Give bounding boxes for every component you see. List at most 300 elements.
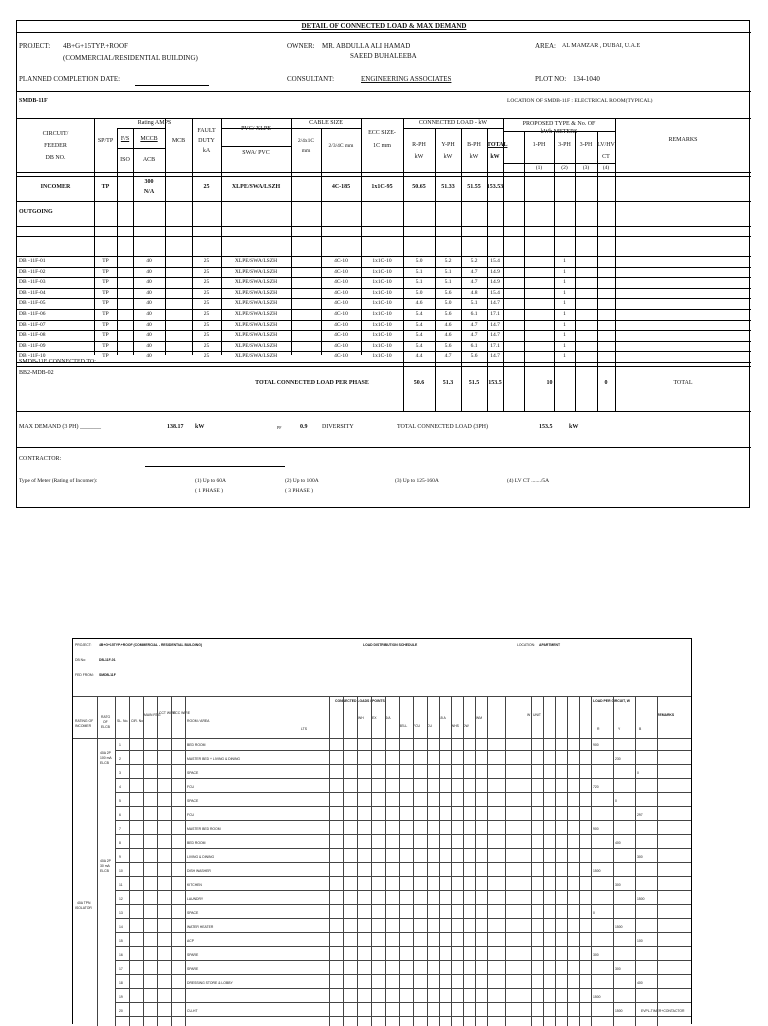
s2-sl: SL. No. <box>117 719 129 723</box>
hdr-remarks: REMARKS <box>668 137 698 143</box>
grid-line <box>657 696 658 1026</box>
row-cell-b: 4.7 <box>470 268 478 275</box>
row-cell-tp: TP <box>102 311 109 317</box>
row-cell-fault: 25 <box>203 279 210 286</box>
incomer-cable: XLPE/SWA/LSZH <box>231 184 281 190</box>
circuit-load: 300 <box>615 967 621 971</box>
row-cell-m: 1 <box>563 279 566 286</box>
s2-phase-b: B <box>639 727 642 731</box>
row-cell-y: 5.0 <box>444 300 452 307</box>
s2-last-remark: EVPL-TIMER+CONTACTOR <box>641 1009 685 1013</box>
row-cell-y: 5.6 <box>444 311 452 317</box>
grid-line <box>115 918 691 919</box>
hdr-n2: (2) <box>561 165 568 171</box>
row-cell-size: 4C-10 <box>334 353 348 360</box>
total-load-label: TOTAL CONNECTED LOAD PER PHASE <box>255 380 369 386</box>
circuit-room: DRESSING STORE & LOBBY <box>187 981 233 985</box>
row-cell-m: 1 <box>563 311 566 317</box>
row-cell-tp: TP <box>102 289 109 296</box>
circuit-load: 1500 <box>593 869 601 873</box>
row-cell-size: 4C-10 <box>334 300 348 307</box>
row-cell-r: 5.4 <box>415 321 423 328</box>
row-cell-ecc: 1x1C-10 <box>372 342 392 349</box>
row-cell-t: 14.9 <box>490 279 500 286</box>
row-line <box>17 298 751 299</box>
hdr-proposed-1: PROPOSED TYPE & No. OF <box>522 121 596 127</box>
hdr-pvc: PVC/ XLPE <box>241 126 271 132</box>
incomer-ecc: 1x1C-95 <box>371 184 393 190</box>
circuit-load: 400 <box>637 981 643 985</box>
circuit-sl: 7 <box>119 827 121 831</box>
row-cell-db: DB -11F-07 <box>19 321 46 328</box>
s2-isolator-2: ISOLATOR <box>75 906 92 910</box>
hdr-kw-total: kW <box>490 154 500 160</box>
row-cell-size: 4C-10 <box>334 268 348 275</box>
project-label: PROJECT: <box>19 42 51 50</box>
row-cell-fault: 25 <box>203 332 210 339</box>
s2-project-label: PROJECT: <box>75 643 92 647</box>
row-cell-r: 5.1 <box>415 279 423 286</box>
hdr-m1: 1-PH <box>532 142 546 148</box>
grid-line <box>463 696 464 1026</box>
grid-line <box>115 696 116 1026</box>
circuit-sl: 14 <box>119 925 123 929</box>
hdr-proposed-2: kWh METERS <box>540 129 578 135</box>
grid-line <box>579 696 580 1026</box>
row-cell-m: 1 <box>563 289 566 296</box>
project-subtitle: (COMMERCIAL/RESIDENTIAL BUILDING) <box>63 54 198 62</box>
circuit-load: 300 <box>593 953 599 957</box>
row-line <box>17 362 751 363</box>
row-cell-t: 14.7 <box>490 332 500 339</box>
circuit-load: 900 <box>593 743 599 747</box>
s2-col-bell: BELL <box>399 724 408 728</box>
circuit-load: 1500 <box>593 995 601 999</box>
row-cell-ecc: 1x1C-10 <box>372 300 392 307</box>
row-cell-fault: 25 <box>203 300 210 307</box>
connected-to-label: SMDB-11F CONNECTED TO: <box>19 359 96 365</box>
row-cell-t: 14.9 <box>490 268 500 275</box>
hdr-sptp: SP/TP <box>97 138 114 144</box>
row-cell-fault: 25 <box>203 342 210 349</box>
row-cell-y: 4.6 <box>444 321 452 328</box>
row-cell-mccb: 40 <box>146 300 152 307</box>
total-meters: 10 <box>546 380 553 386</box>
grid-line <box>143 696 144 1026</box>
hdr-total: TOTAL <box>487 142 508 148</box>
s2-connected-points: CONNECTED LOADS / POINTS <box>335 699 385 703</box>
row-cell-ecc: 1x1C-10 <box>372 353 392 360</box>
row-line <box>17 256 751 257</box>
circuit-sl: 8 <box>119 841 121 845</box>
row-cell-mccb: 40 <box>146 258 152 264</box>
grid-line <box>451 696 452 1026</box>
s2-room: ROOM / AREA <box>187 719 210 723</box>
connected-to-value: BB2-MDB-02 <box>19 370 54 376</box>
s2-elcb-2c: ELCB <box>100 869 109 873</box>
s2-location-label: LOCATION: <box>517 643 536 647</box>
row-line <box>17 277 751 278</box>
hdr-2x1c: 2/4x1C <box>297 138 315 144</box>
row-cell-t: 14.7 <box>490 321 500 328</box>
s2-remarks: REMARKS <box>657 713 675 717</box>
row-cell-y: 5.2 <box>444 258 452 264</box>
circuit-room: BED ROOM <box>187 841 206 845</box>
row-cell-tp: TP <box>102 258 109 264</box>
circuit-sl: 11 <box>119 883 123 887</box>
row-cell-size: 4C-10 <box>334 279 348 286</box>
row-cell-mccb: 40 <box>146 311 152 317</box>
row-cell-fault: 25 <box>203 311 210 317</box>
circuit-load: 230 <box>615 757 621 761</box>
s2-isolator: 40A TPN <box>77 901 91 905</box>
circuit-room: CU-HT <box>187 1009 198 1013</box>
hdr-234c: 2/3/4C mm <box>328 143 354 149</box>
grid-line <box>329 696 330 1026</box>
row-cell-m: 1 <box>563 353 566 360</box>
row-cell-cable: XLPE/SWA/LSZH <box>234 311 278 317</box>
row-cell-m: 1 <box>563 321 566 328</box>
row-cell-size: 4C-10 <box>334 342 348 349</box>
s2-elcb-2a: 40A 2P <box>100 859 111 863</box>
row-cell-t: 15.4 <box>490 258 500 264</box>
circuit-room: SPACE <box>187 911 199 915</box>
row-line <box>17 309 751 310</box>
row-cell-ecc: 1x1C-10 <box>372 321 392 328</box>
s2-col-ex: EX <box>372 716 377 720</box>
row-cell-y: 4.7 <box>444 353 452 360</box>
circuit-room: BED ROOM <box>187 743 206 747</box>
grid-line <box>413 696 414 1026</box>
row-cell-tp: TP <box>102 300 109 307</box>
s2-lts: LTS <box>301 727 307 731</box>
row-cell-b: 5.2 <box>470 258 478 264</box>
total-all: 153.5 <box>488 380 502 386</box>
incomer-b: 51.55 <box>467 184 481 190</box>
row-cell-ecc: 1x1C-10 <box>372 279 392 286</box>
max-demand-label: MAX DEMAND (3 PH) _______ <box>19 424 101 430</box>
hdr-rph: R-PH <box>412 142 426 148</box>
row-cell-r: 5.4 <box>415 332 423 339</box>
max-demand-unit: kW <box>195 424 205 430</box>
row-cell-size: 4C-10 <box>334 258 348 264</box>
s2-incomer: INCOMER <box>75 724 92 728</box>
circuit-load: 100 <box>637 939 643 943</box>
grid-line <box>115 834 691 835</box>
row-cell-db: DB -11F-06 <box>19 311 46 317</box>
grid-line <box>115 1002 691 1003</box>
load-detail-sheet <box>16 20 750 508</box>
s2-fed-value: SMDB-11F <box>99 673 116 677</box>
row-cell-size: 4C-10 <box>334 321 348 328</box>
area-value: AL MAMZAR , DUBAI, U.A.E <box>562 43 641 49</box>
row-line <box>17 288 751 289</box>
grid-line <box>115 932 691 933</box>
hdr-ecc-2: 1C mm <box>373 143 391 149</box>
row-cell-m: 1 <box>563 300 566 307</box>
s2-phase-r: R <box>597 727 600 731</box>
hdr-mm: mm <box>301 148 311 154</box>
row-cell-t: 14.7 <box>490 353 500 360</box>
row-cell-r: 5.1 <box>415 268 423 275</box>
s2-col-dw: DW <box>463 724 469 728</box>
row-cell-fault: 25 <box>203 353 210 360</box>
row-cell-mccb: 40 <box>146 289 152 296</box>
grid-line <box>129 696 130 1026</box>
grid-line <box>115 890 691 891</box>
row-line <box>17 341 751 342</box>
incomer-rating: 300 <box>144 179 154 185</box>
row-cell-fault: 25 <box>203 289 210 296</box>
total-ct: 0 <box>604 380 608 386</box>
hdr-kw-r: kW <box>414 154 424 160</box>
row-cell-y: 5.1 <box>444 279 452 286</box>
incomer-y: 51.33 <box>441 184 455 190</box>
row-cell-ecc: 1x1C-10 <box>372 311 392 317</box>
grid-line <box>567 696 568 1026</box>
smdb-name: SMDB-11F <box>19 98 48 104</box>
circuit-room: SPARE <box>187 953 199 957</box>
meter-option-2: (2) Up to 100A <box>285 478 319 484</box>
row-cell-m: 1 <box>563 342 566 349</box>
grid-line <box>115 792 691 793</box>
row-cell-mccb: 40 <box>146 279 152 286</box>
grid-line <box>115 960 691 961</box>
total-word: TOTAL <box>673 380 693 386</box>
row-cell-b: 4.7 <box>470 321 478 328</box>
row-cell-t: 17.1 <box>490 342 500 349</box>
s2-elcb-1b: 100 mA <box>100 756 112 760</box>
circuit-sl: 16 <box>119 953 123 957</box>
grid-line <box>115 806 691 807</box>
hdr-circuit-3: DB NO. <box>45 155 66 161</box>
circuit-sl: 10 <box>119 869 123 873</box>
grid-line <box>115 974 691 975</box>
row-cell-b: 4.8 <box>470 289 478 296</box>
incomer-r: 50.65 <box>412 184 426 190</box>
hdr-swa: SWA/ PVC <box>242 150 270 156</box>
row-cell-y: 4.6 <box>444 332 452 339</box>
row-cell-fault: 25 <box>203 268 210 275</box>
circuit-room: SPACE <box>187 799 199 803</box>
incomer-rating-2: N/A <box>143 189 155 195</box>
circuit-room: DISH WASHER <box>187 869 211 873</box>
circuit-sl: 9 <box>119 855 121 859</box>
row-cell-b: 6.1 <box>470 342 478 349</box>
circuit-room: WATER HEATER <box>187 925 214 929</box>
row-cell-ecc: 1x1C-10 <box>372 258 392 264</box>
owner-label: OWNER: <box>287 42 315 50</box>
row-cell-mccb: 40 <box>146 321 152 328</box>
circuit-sl: 19 <box>119 995 123 999</box>
hdr-acb: ACB <box>142 157 156 163</box>
row-cell-db: DB -11F-05 <box>19 300 46 307</box>
s2-ratg: RATG <box>101 715 111 719</box>
circuit-room: SPACE <box>187 771 199 775</box>
row-cell-cable: XLPE/SWA/LSZH <box>234 268 278 275</box>
hdr-mccb: MCCB <box>140 136 158 142</box>
hdr-bph: B-PH <box>467 142 481 148</box>
row-cell-db: DB -11F-03 <box>19 279 46 286</box>
s2-elcb: ELCB <box>101 725 110 729</box>
circuit-load: 1500 <box>615 925 623 929</box>
circuit-room: FCU <box>187 813 194 817</box>
s2-col-wh: WH <box>358 716 364 720</box>
row-cell-mccb: 40 <box>146 332 152 339</box>
circuit-load: 1500 <box>615 1009 623 1013</box>
meter-option-4: (4) LV CT ......./5A <box>507 478 550 484</box>
row-cell-tp: TP <box>102 279 109 286</box>
plot-label: PLOT NO: <box>535 75 567 83</box>
s2-rating-of: RATING OF <box>75 719 94 723</box>
load-distribution-schedule <box>72 638 692 1024</box>
grid-line <box>371 696 372 1026</box>
grid-line <box>343 696 344 1026</box>
row-cell-size: 4C-10 <box>334 311 348 317</box>
row-cell-ecc: 1x1C-10 <box>372 289 392 296</box>
grid-line <box>115 904 691 905</box>
circuit-load: 1500 <box>637 897 645 901</box>
hdr-fault-1: FAULT <box>197 128 216 134</box>
grid-line <box>97 696 98 1026</box>
s2-col-sa: S/A <box>385 716 391 720</box>
project-value: 4B+G+15TYP.+ROOF <box>63 42 128 50</box>
circuit-load: 0 <box>593 911 595 915</box>
s2-phase-y: Y <box>618 727 621 731</box>
meter-type-label: Type of Meter (Rating of Incomer): <box>19 478 98 484</box>
circuit-sl: 17 <box>119 967 123 971</box>
row-cell-r: 5.0 <box>415 258 423 264</box>
circuit-load: 0 <box>637 771 639 775</box>
row-cell-cable: XLPE/SWA/LSZH <box>234 342 278 349</box>
s2-elcb-1c: ELCB <box>100 761 109 765</box>
circuit-sl: 3 <box>119 771 121 775</box>
row-cell-m: 1 <box>563 332 566 339</box>
completion-label: PLANNED COMPLETION DATE: <box>19 75 121 83</box>
total-b: 51.5 <box>468 380 480 386</box>
grid-line <box>439 696 440 1026</box>
row-cell-ecc: 1x1C-10 <box>372 332 392 339</box>
row-line <box>17 320 751 321</box>
grid-line <box>115 750 691 751</box>
hdr-fs: F/S <box>120 136 130 142</box>
row-cell-tp: TP <box>102 342 109 349</box>
s2-cir: CIR. No. <box>131 719 144 723</box>
circuit-room: MASTER BED ROOM <box>187 827 221 831</box>
grid-line <box>427 696 428 1026</box>
s2-main: MAIN RTG <box>144 713 161 717</box>
meter-option-1: (1) Up to 60A <box>195 478 227 484</box>
s2-title: LOAD DISTRIBUTION SCHEDULE <box>363 643 418 647</box>
meter-option-1b: ( 1 PHASE ) <box>195 488 223 494</box>
grid-line <box>115 988 691 989</box>
row-cell-t: 17.1 <box>490 311 500 317</box>
smdb-location: LOCATION OF SMDB-11F : ELECTRICAL ROOM(TYPICAL) <box>507 98 653 104</box>
grid-line <box>399 696 400 1026</box>
hdr-ecc: ECC SIZE- <box>368 130 396 136</box>
row-cell-r: 4.4 <box>415 353 423 360</box>
circuit-room: FCU <box>187 785 194 789</box>
tcl-unit: kW <box>569 424 579 430</box>
s2-col-wm: WM <box>476 716 483 720</box>
row-cell-y: 5.6 <box>444 289 452 296</box>
meter-option-2b: ( 3 PHASE ) <box>285 488 313 494</box>
total-r: 50.6 <box>413 380 425 386</box>
circuit-room: KITCHEN <box>187 883 202 887</box>
row-cell-mccb: 40 <box>146 353 152 360</box>
circuit-sl: 1 <box>119 743 121 747</box>
s2-cct: CCT WIRE <box>159 711 176 715</box>
circuit-load: 300 <box>615 883 621 887</box>
hdr-iso: ISO <box>120 157 130 163</box>
pf-value: 0.9 <box>300 424 308 430</box>
row-cell-tp: TP <box>102 332 109 339</box>
row-cell-b: 4.7 <box>470 332 478 339</box>
grid-line <box>505 696 506 1026</box>
grid-line <box>591 696 592 1026</box>
incomer-name: INCOMER <box>40 184 71 190</box>
grid-line <box>115 764 691 765</box>
hdr-rating: Rating AMPS <box>137 120 172 126</box>
row-cell-db: DB -11F-08 <box>19 332 46 339</box>
row-cell-fault: 25 <box>203 258 210 264</box>
row-cell-y: 5.1 <box>444 268 452 275</box>
row-cell-db: DB -11F-10 <box>19 353 46 360</box>
row-line <box>17 267 751 268</box>
s2-col-15a: 15 A <box>439 716 446 720</box>
s2-col-fcu: FCU <box>413 724 420 728</box>
circuit-load: 0 <box>615 799 617 803</box>
row-cell-b: 6.1 <box>470 311 478 317</box>
row-cell-mccb: 40 <box>146 268 152 275</box>
grid-line <box>487 696 488 1026</box>
circuit-room: LAUNDRY <box>187 897 204 901</box>
hdr-n4: (4) <box>602 165 610 171</box>
s2-w-unit: W / UNIT <box>527 713 541 717</box>
consultant-label: CONSULTANT: <box>287 75 335 83</box>
row-cell-db: DB -11F-02 <box>19 268 46 275</box>
circuit-sl: 5 <box>119 799 121 803</box>
row-cell-cable: XLPE/SWA/LSZH <box>234 300 278 307</box>
grid-line <box>357 696 358 1026</box>
hdr-connected: CONNECTED LOAD - kW <box>418 120 488 126</box>
grid-line <box>115 876 691 877</box>
grid-line <box>555 696 556 1026</box>
pf-label: PF <box>277 425 282 430</box>
row-cell-cable: XLPE/SWA/LSZH <box>234 332 278 339</box>
hdr-n3: (3) <box>582 165 590 171</box>
circuit-sl: 20 <box>119 1009 123 1013</box>
hdr-m3b: 3-PH <box>579 142 593 148</box>
diversity-label: DIVERSITY <box>322 424 354 430</box>
row-cell-fault: 25 <box>203 321 210 328</box>
max-demand-value: 138.17 <box>167 424 184 430</box>
s2-project-value: 4B+G+15TYP.+ROOF (COMMERCIAL - RESIDENTIAL BUILDING) <box>99 643 202 647</box>
tcl-value: 153.5 <box>539 424 553 430</box>
row-cell-size: 4C-10 <box>334 289 348 296</box>
hdr-fault-2: DUTY <box>198 138 215 144</box>
grid-line <box>635 696 636 1026</box>
row-cell-y: 5.6 <box>444 342 452 349</box>
hdr-mcb: MCB <box>171 138 186 144</box>
hdr-yph: Y-PH <box>441 142 455 148</box>
row-cell-b: 4.7 <box>470 279 478 286</box>
hdr-lvhv: LV/HV <box>597 142 615 148</box>
owner-value: MR. ABDULLA ALI HAMAD <box>322 42 411 50</box>
consultant-value: ENGINEERING ASSOCIATES <box>361 75 452 83</box>
row-cell-r: 4.6 <box>415 300 423 307</box>
s2-elcb-2b: 30 mA <box>100 864 110 868</box>
